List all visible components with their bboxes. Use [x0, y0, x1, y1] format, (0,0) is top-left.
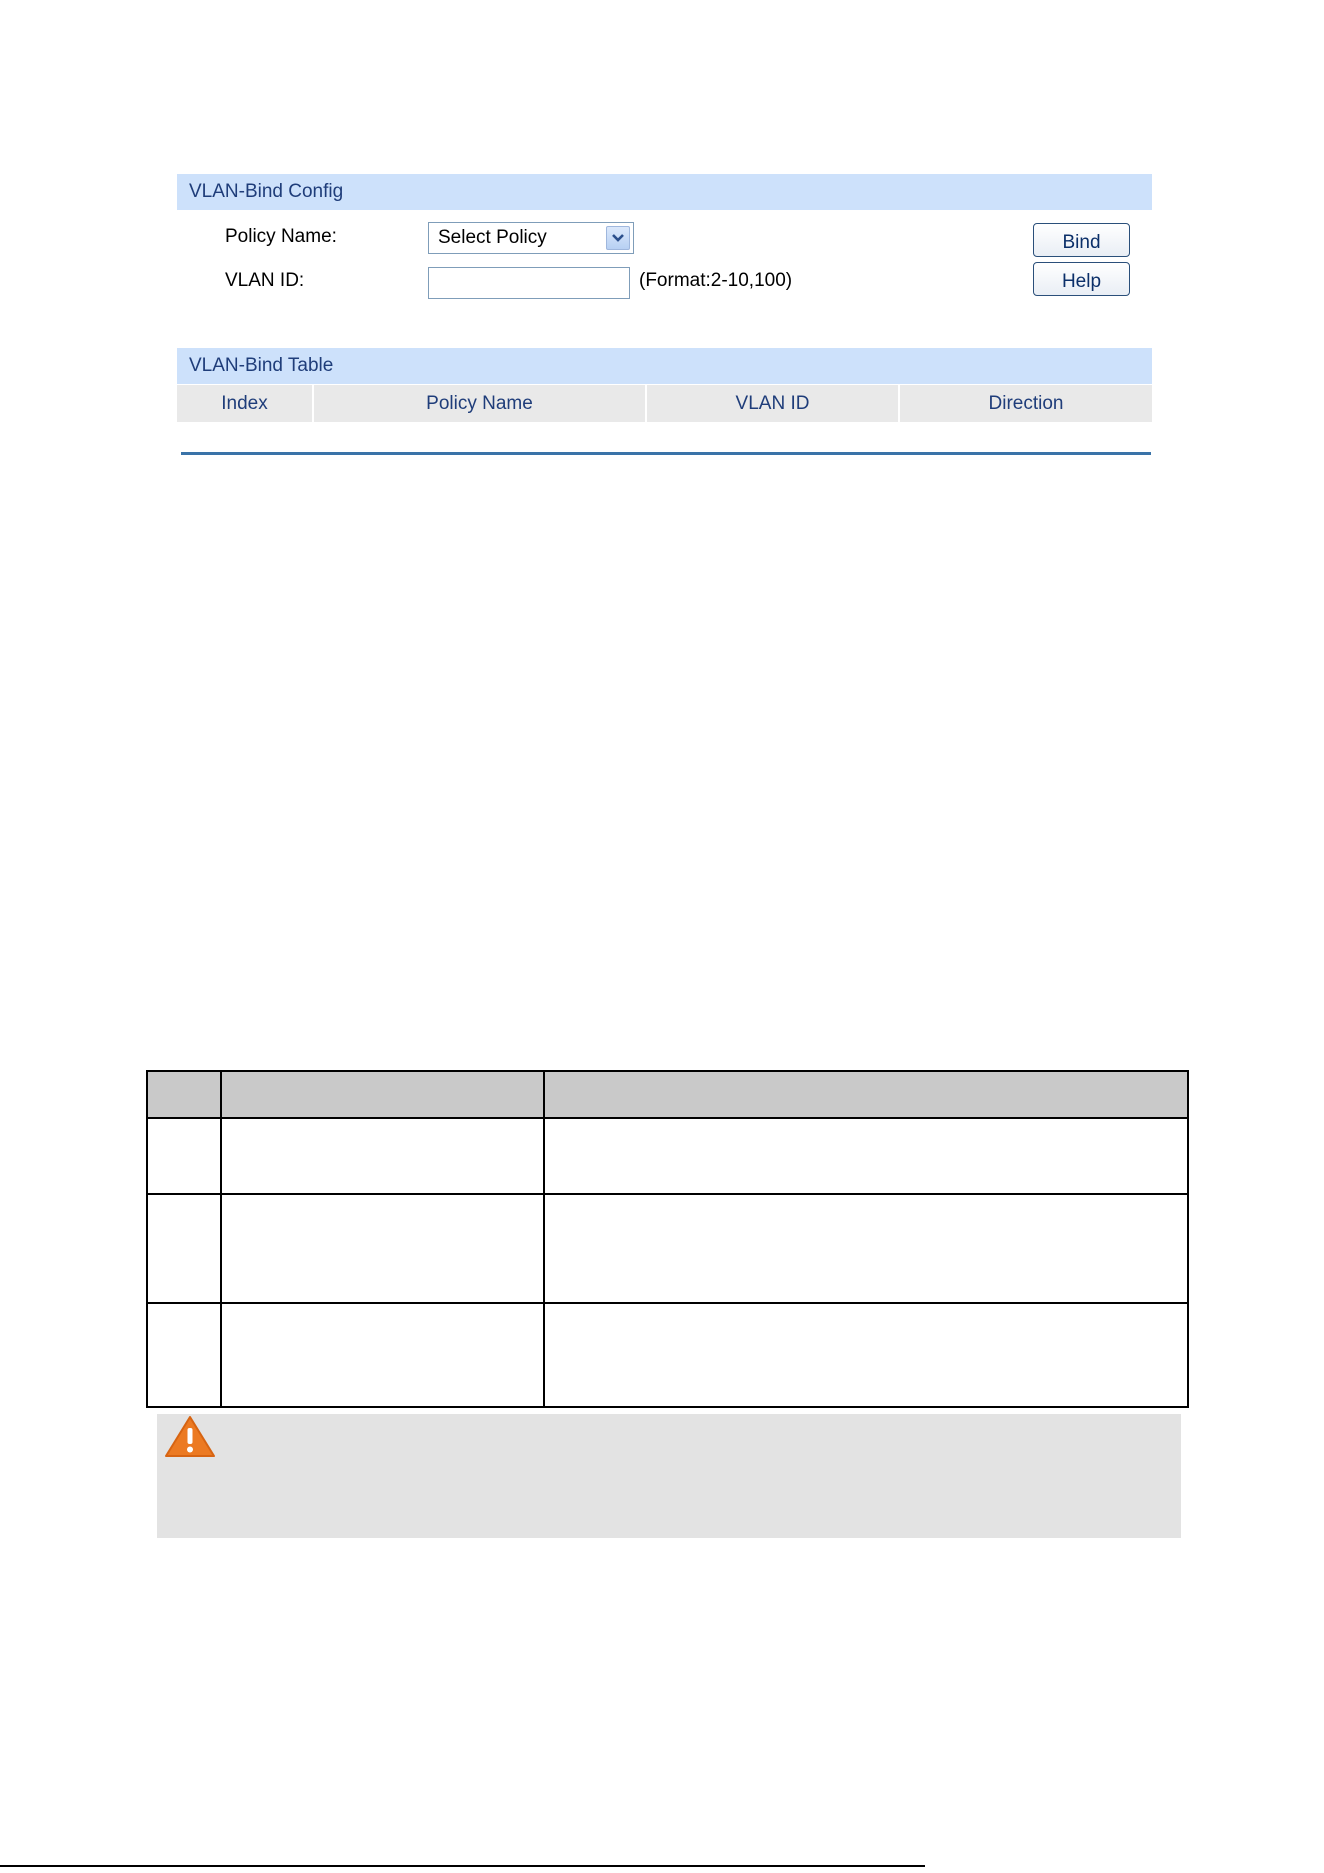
- policy-select-value: Select Policy: [438, 227, 547, 248]
- table-row: [148, 1193, 1187, 1302]
- column-header-vlan-id[interactable]: VLAN ID: [647, 385, 900, 422]
- vlan-bind-table-header: VLAN-Bind Table: [177, 348, 1152, 384]
- column-header-direction[interactable]: Direction: [988, 393, 1064, 414]
- warning-note: [157, 1414, 1181, 1538]
- bind-button[interactable]: Bind: [1033, 223, 1130, 257]
- vlan-bind-table-columns: [177, 385, 1152, 422]
- table-row: [148, 1117, 1187, 1193]
- vlan-bind-config-header: VLAN-Bind Config: [177, 174, 1152, 210]
- column-header-policy-name[interactable]: Policy Name: [314, 385, 647, 422]
- panel-bottom-rule: [181, 452, 1151, 455]
- column-header-index[interactable]: Index: [177, 385, 314, 422]
- help-button[interactable]: Help: [1033, 262, 1130, 296]
- description-table: [146, 1070, 1189, 1408]
- vlan-id-format-hint: (Format:2-10,100): [639, 270, 793, 291]
- vlan-id-input[interactable]: [428, 267, 630, 299]
- warning-icon: [164, 1415, 216, 1459]
- table-row: [148, 1302, 1187, 1408]
- vlan-id-label: VLAN ID:: [225, 270, 305, 291]
- policy-name-select[interactable]: [428, 222, 634, 254]
- description-table-header-row: [148, 1072, 1187, 1117]
- chevron-down-icon[interactable]: [606, 226, 630, 250]
- footer-rule: [0, 1865, 925, 1867]
- column-divider: [543, 1072, 545, 1406]
- column-divider: [220, 1072, 222, 1406]
- policy-name-label: Policy Name:: [225, 226, 337, 247]
